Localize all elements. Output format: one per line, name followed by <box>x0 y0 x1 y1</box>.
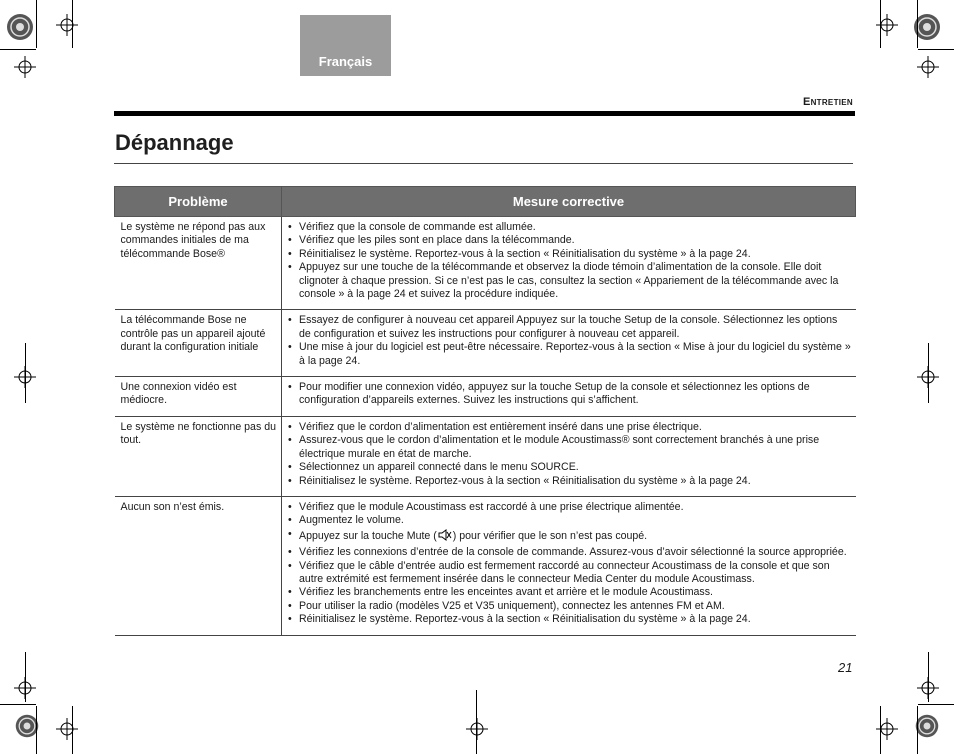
list-item: • Vérifiez que le câble d’entrée audio est fermement raccordé au connecteur Acoustimass de la console et que son autre extrémité est fermement insérée dans le connecteur Media Center du module Acoustimass. <box>288 560 852 587</box>
crop-line <box>918 49 954 50</box>
crop-line <box>25 652 26 702</box>
crop-line <box>880 0 881 48</box>
crop-line <box>918 704 954 705</box>
crop-line <box>36 706 37 754</box>
crop-line <box>25 343 26 403</box>
crosshair-icon <box>56 14 78 36</box>
table-header-row <box>115 187 856 217</box>
list-item: • Sélectionnez un appareil connecté dans le menu SOURCE. <box>288 461 852 474</box>
action-list <box>288 501 852 627</box>
action-cell <box>282 377 856 417</box>
list-item: • Essayez de configurer à nouveau cet appareil Appuyez sur la touche Setup de la console. Sélectionnez les options de configuration et suivez les instructions pour configurer à nouveau cet appareil. <box>288 314 852 341</box>
crop-line <box>917 706 918 754</box>
crop-line <box>72 706 73 754</box>
action-list <box>288 381 852 408</box>
action-list <box>288 221 852 301</box>
page-title: Dépannage <box>115 130 234 155</box>
action-list <box>288 421 852 488</box>
crop-line <box>928 652 929 702</box>
list-item: • Vérifiez les connexions d’entrée de la console de commande. Assurez-vous d’avoir sélectionné la source appropriée. <box>288 546 852 559</box>
crop-line <box>0 49 36 50</box>
table-row <box>115 310 856 377</box>
list-item-mute <box>288 528 852 546</box>
crosshair-icon <box>466 718 488 740</box>
action-cell <box>282 496 856 635</box>
problem-cell: Le système ne répond pas aux commandes initiales de ma télécommande Bose® <box>115 217 282 310</box>
crosshair-icon <box>917 56 939 78</box>
title-rule <box>114 163 853 164</box>
list-item: • Vérifiez les branchements entre les enceintes avant et arrière et le module Acoustimass. <box>288 586 852 599</box>
column-header-problem: Problème <box>115 187 282 217</box>
problem-cell: Le système ne fonctionne pas du tout. <box>115 416 282 496</box>
registration-mark-top-left <box>5 12 35 42</box>
action-cell <box>282 217 856 310</box>
table-row <box>115 217 856 310</box>
list-item: • Augmentez le volume. <box>288 514 852 527</box>
list-item: • Appuyez sur une touche de la télécommande et observez la diode témoin d’alimentation de la console. Elle doit clignoter à chaque pression. Si ce n’est pas le cas, consultez la section « Appariement de la télécommande avec la console » à la page 24 et suivez la procédure indiquée. <box>288 261 852 301</box>
header-rule <box>114 111 855 116</box>
problem-cell: Aucun son n’est émis. <box>115 496 282 635</box>
crop-line <box>72 0 73 48</box>
list-item: • Réinitialisez le système. Reportez-vous à la section « Réinitialisation du système » à la page 24. <box>288 248 852 261</box>
list-item: • Vérifiez que la console de commande est allumée. <box>288 221 852 234</box>
language-tab-label: Français <box>318 54 373 69</box>
crosshair-icon <box>56 718 78 740</box>
list-item: • Pour modifier une connexion vidéo, appuyez sur la touche Setup de la console et sélectionnez les options de configuration d’appareils externes. Suivez les instructions qui s’affichent. <box>288 381 852 408</box>
list-item: • Pour utiliser la radio (modèles V25 et V35 uniquement), connectez les antennes FM et AM. <box>288 600 852 613</box>
crop-line <box>928 343 929 403</box>
action-cell <box>282 310 856 377</box>
table-row <box>115 496 856 635</box>
list-item: • Réinitialisez le système. Reportez-vous à la section « Réinitialisation du système » à la page 24. <box>288 613 852 626</box>
table-row <box>115 377 856 417</box>
crop-line <box>476 690 477 754</box>
mute-icon <box>438 528 452 546</box>
list-item: • Une mise à jour du logiciel est peut-être nécessaire. Reportez-vous à la section « Mise à jour du logiciel du système » à la page 24. <box>288 341 852 368</box>
crop-line <box>917 0 918 48</box>
table-row <box>115 416 856 496</box>
mute-text-before: Appuyez sur la touche Mute ( <box>299 529 437 542</box>
crop-line <box>0 704 36 705</box>
list-item: • Vérifiez que le cordon d’alimentation est entièrement inséré dans une prise électrique. <box>288 421 852 434</box>
action-list <box>288 314 852 368</box>
list-item: • Réinitialisez le système. Reportez-vous à la section « Réinitialisation du système » à la page 24. <box>288 475 852 488</box>
list-item: • Vérifiez que le module Acoustimass est raccordé à une prise électrique alimentée. <box>288 501 852 514</box>
crop-line <box>880 706 881 754</box>
list-item: • Assurez-vous que le cordon d’alimentation et le module Acoustimass® sont correctement branchés à une prise électrique murale en état de marche. <box>288 434 852 461</box>
problem-cell: La télécommande Bose ne contrôle pas un appareil ajouté durant la configuration initiale <box>115 310 282 377</box>
action-cell <box>282 416 856 496</box>
troubleshooting-table <box>114 186 856 636</box>
crop-line <box>36 0 37 48</box>
mute-text-after: ) pour vérifier que le son n’est pas coupé. <box>452 529 648 542</box>
crosshair-icon <box>14 56 36 78</box>
problem-cell: Une connexion vidéo est médiocre. <box>115 377 282 417</box>
page-number: 21 <box>838 660 853 675</box>
column-header-action: Mesure corrective <box>282 187 856 217</box>
language-tab <box>300 15 391 76</box>
section-heading: Entretien <box>802 96 853 108</box>
list-item: • Vérifiez que les piles sont en place dans la télécommande. <box>288 234 852 247</box>
